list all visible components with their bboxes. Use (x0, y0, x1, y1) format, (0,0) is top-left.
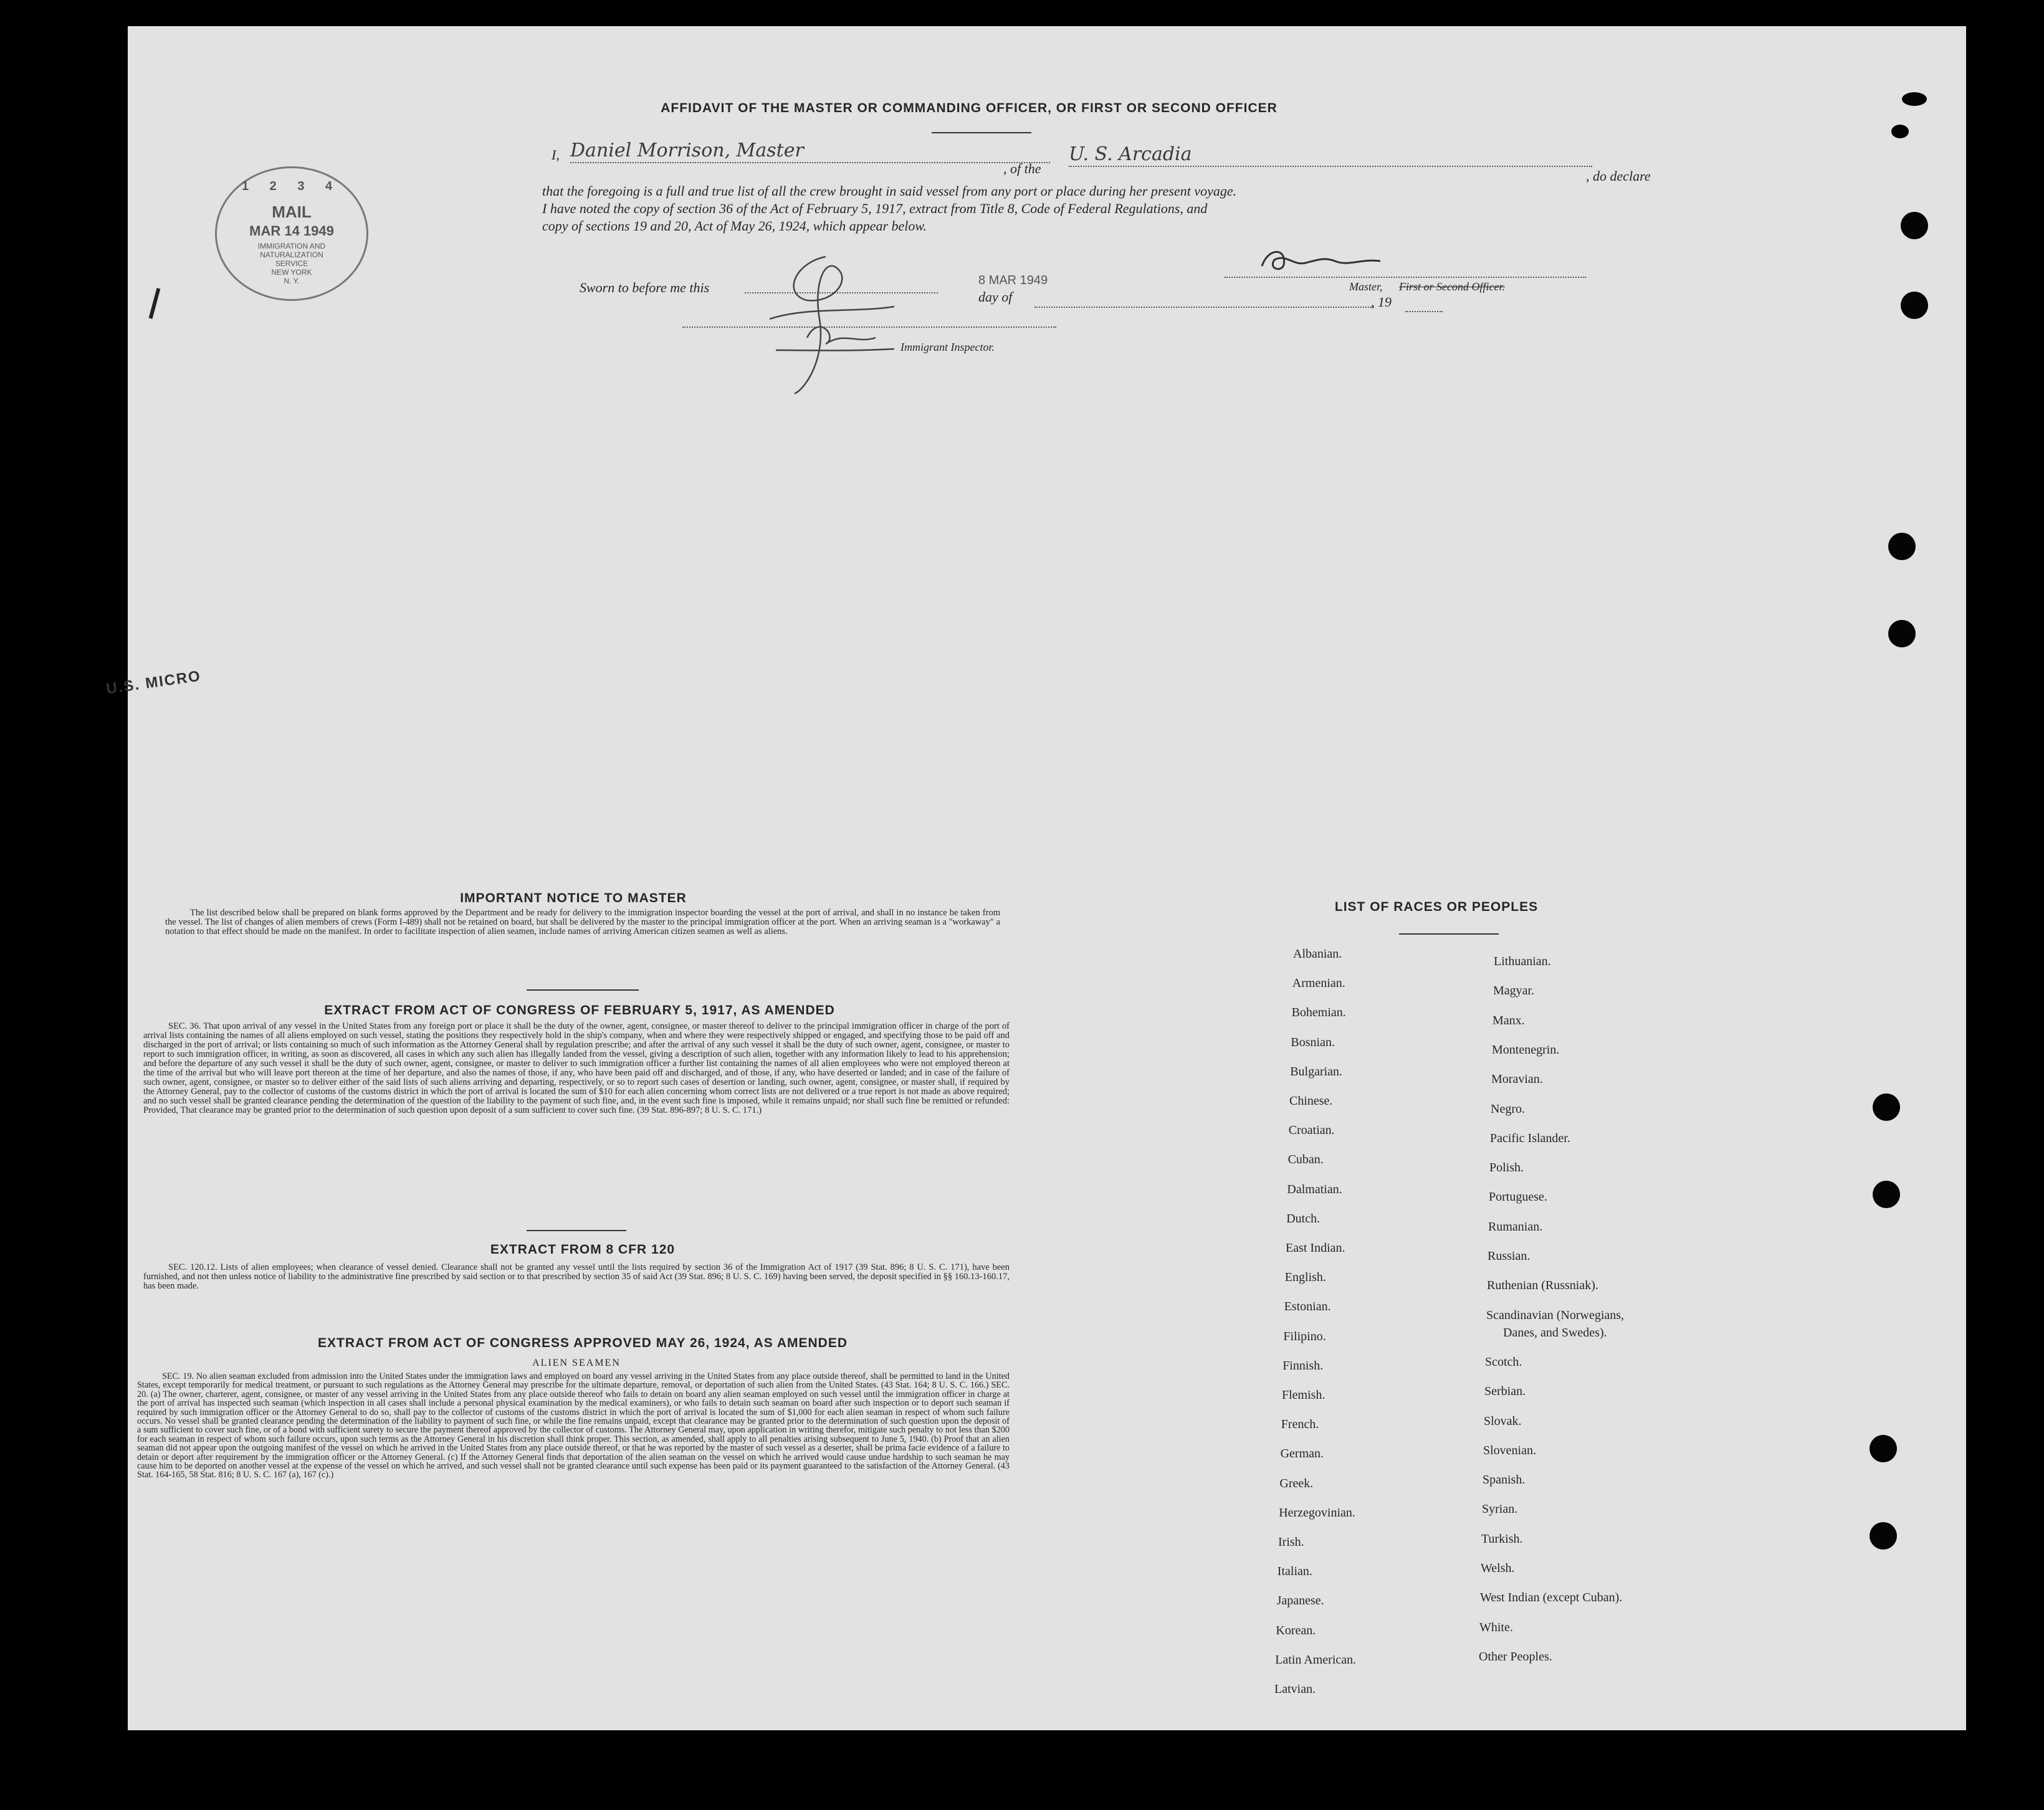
race-item: Russian. (1488, 1249, 1531, 1263)
race-item: Greek. (1279, 1476, 1314, 1490)
race-item: Latin American. (1275, 1652, 1357, 1667)
cfr-title: EXTRACT FROM 8 CFR 120 (490, 1242, 676, 1257)
race-item: Lithuanian. (1494, 955, 1551, 968)
first-second-officer-struck: First or Second Officer. (1399, 280, 1505, 293)
vessel-name-handwritten: U. S. Arcadia (1069, 143, 1592, 167)
do-declare-label: , do declare (1586, 168, 1651, 184)
extract-1917-text: SEC. 36. That upon arrival of any vessel in the United States from any foreign port or place it shall be the duty of the owner, agent, consignee, or master thereof to deliver to the principal immigration officer in charge of the port of arrival lists containing the names of all aliens employed on such vessel, stating the positions they respectively hold in the ship's company, when and where they were respectively shipped or engaged, and specifying those to be paid off and discharged in the port of arrival; or lists containing so much of such information as the Attorney General shall by regulation prescribe; and after the arrival of any such vessel it shall be the duty of such owner, agent, consignee, or master to report to such immigration officer, in writing, as soon as discovered, all cases in which any such alien has illegally landed from the vessel, giving a description of such alien, together with any information likely to lead to his apprehension; and before the departure of any such vessel it shall be the duty of such owner, agent, consignee, or master to deliver to such immigration officer a further list containing the names of all alien employees who were not employed thereon at the time of the arrival but who will leave port thereon at the time of her departure, and also the names of those, if any, who have been paid off and discharged, and of those, if any, who have deserted or landed; and in case of the failure of such owner, agent, consignee, or master so to deliver either of the said lists of such aliens arriving and departing, respectively, or so to report such cases of desertion or landing, such owner, agent, consignee, or master shall, if required by the Attorney General, pay to the collector of customs of the customs district in which the port of arrival is located the sum of $10 for each alien concerning whom correct lists are not delivered or a true report is not made as above required; and no such vessel shall be granted clearance pending the determination of the question of the liability to the payment of such fine, and, in the event such fine is imposed, while it remains unpaid; nor shall such fine be remitted or refunded: Provided, That clearance may be granted prior to the determination of such question upon deposit of a sum sufficient to cover such fine. (39 Stat. 896-897; 8 U. S. C. 171.) (143, 1021, 1010, 1115)
day-of-blank (1034, 305, 1374, 308)
race-item: Scandinavian (Norwegians, (1486, 1308, 1625, 1322)
race-item: Italian. (1277, 1565, 1312, 1579)
punch-hole (1870, 1522, 1897, 1550)
race-item: Serbian. (1484, 1384, 1526, 1399)
race-item: Flemish. (1282, 1388, 1325, 1402)
race-item: Chinese. (1289, 1094, 1333, 1108)
master-signature (1256, 241, 1393, 279)
notice-text: The list described below shall be prepared on blank forms approved by the Department and be ready for delivery to the immigration inspector boarding the vessel at the port of arrival, and shall in no instance be taken from the vessel. The list of changes of alien members of crews (Form I-489) shall not be retained on board, but shall be delivered by the master to the principal immigration officer at the port. When an arriving seaman is a "workaway" a notation to that effect should be made on the manifest. In order to facilitate inspection of alien seamen, include names of arriving American citizen seamen as well as aliens. (165, 908, 1000, 936)
race-item: Syrian. (1482, 1502, 1518, 1517)
punch-hole (1873, 1181, 1900, 1208)
punch-hole (1901, 212, 1928, 239)
race-item: Negro. (1491, 1102, 1525, 1116)
race-item: Armenian. (1292, 976, 1345, 991)
race-item: Slovak. (1484, 1414, 1522, 1428)
race-item: English. (1284, 1270, 1326, 1285)
race-item: Irish. (1278, 1535, 1304, 1549)
race-item: Moravian. (1491, 1072, 1543, 1087)
stamp-line-3: NATURALIZATION (260, 250, 323, 259)
stamp-numbers: 1 2 3 4 (242, 179, 341, 193)
punch-hole (1888, 533, 1916, 560)
races-title: LIST OF RACES OR PEOPLES (1334, 900, 1539, 914)
race-item: German. (1280, 1447, 1324, 1461)
race-item: Estonian. (1284, 1300, 1331, 1314)
races-divider (1399, 933, 1499, 935)
notice-title: IMPORTANT NOTICE TO MASTER (460, 891, 687, 905)
race-item: Dalmatian. (1287, 1182, 1342, 1196)
cfr-text: SEC. 120.12. Lists of alien employees; when clearance of vessel denied. Clearance shall not be granted any vessel until the lists required by section 36 of the Immigration Act of 1917 (39 Stat. 896; 8 U. S. C. 171), have been furnished, and not then unless notice of liability to the administrative fine prescribed by said section or to that prescribed by section 35 of said Act (39 Stat. 896; 8 U. S. C. 169) having been served, the deposit specified in §§ 160.13-160.17, has been made. (143, 1262, 1010, 1291)
received-stamp (215, 166, 368, 301)
race-item: Croatian. (1288, 1123, 1335, 1138)
race-item: Ruthenian (Russniak). (1487, 1279, 1598, 1293)
race-item: Rumanian. (1488, 1219, 1543, 1234)
race-item: Turkish. (1481, 1531, 1523, 1546)
stamp-line-4: SERVICE (275, 259, 308, 268)
affidavit-line-4: copy of sections 19 and 20, Act of May 26, 1924, which appear below. (542, 218, 927, 234)
race-item: Bulgarian. (1290, 1064, 1343, 1079)
stamp-line-6: N. Y. (284, 277, 300, 285)
affidavit-line-3: I have noted the copy of section 36 of the Act of February 5, 1917, extract from Title 8, Code of Federal Regulations, and (542, 201, 1208, 216)
race-item: Korean. (1276, 1623, 1316, 1637)
race-item: Japanese. (1276, 1594, 1324, 1608)
race-item: East Indian. (1286, 1241, 1345, 1255)
year-blank (1405, 310, 1443, 312)
day-of-label: day of (978, 289, 1013, 305)
race-item: Other Peoples. (1479, 1649, 1552, 1664)
punch-hole (1888, 620, 1916, 647)
race-item: Filipino. (1283, 1329, 1326, 1343)
inspector-label: Immigrant Inspector. (900, 341, 995, 353)
race-item: Pacific Islander. (1490, 1131, 1570, 1145)
document-page (105, 26, 1966, 1730)
race-item: Montenegrin. (1492, 1042, 1560, 1057)
margin-mark: U.S. MICRO (105, 667, 203, 698)
sworn-date-stamp: 8 MAR 1949 (978, 274, 1048, 287)
of-the-label: , of the (1003, 161, 1041, 176)
race-item: French. (1281, 1417, 1319, 1432)
extract-1917-divider (527, 1230, 626, 1231)
stamp-line-0: MAIL (272, 202, 312, 221)
margin-scratch (149, 288, 161, 319)
alien-seamen-subtitle: ALIEN SEAMEN (532, 1358, 621, 1368)
stamp-line-2: IMMIGRATION AND (257, 242, 326, 250)
race-item: Spanish. (1483, 1473, 1526, 1487)
race-item: Manx. (1492, 1013, 1525, 1027)
punch-hole (1870, 1435, 1897, 1462)
race-item: Scotch. (1485, 1355, 1522, 1369)
affidavit-title: AFFIDAVIT OF THE MASTER OR COMMANDING OFFICER, OR FIRST OR SECOND OFFICER (661, 101, 1278, 115)
punch-hole (1891, 125, 1909, 138)
extract-1924-text: SEC. 19. No alien seaman excluded from admission into the United States under the immigration laws and employed on board any vessel arriving in the United States from any place outside thereof, shall be permitted to land in the United States, except temporarily for medical treatment, or pursuant to such regulations as the Attorney General may prescribe for the ultimate departure, removal, or deportation of such alien from the United States. (43 Stat. 164; 8 U. S. C. 166.) SEC. 20. (a) The owner, charterer, agent, consignee, or master of any vessel arriving in the United States from any place outside thereof who fails to detain on board any alien seaman employed on such vessel until the immigration officer in charge at the port of arrival has inspected such seaman (which inspection in all cases shall include a personal physical examination by the medical examiners), or who fails to detain such seaman on board after such inspection or to deport such seaman if required by such immigration officer or the Attorney General to do so, shall pay to the collector of customs of the customs district in which the port of arrival is located the sum of $1,000 for each alien seaman in respect of whom such failure occurs. No vessel shall be granted clearance pending the determination of the liability to payment of such fine, or while the fine remains unpaid, except that clearance may be granted prior to the determination of such question upon the deposit of a sum sufficient to cover such fine, or of a bond with sufficient surety to secure the payment thereof approved by the collector of customs. The Attorney General may, upon application in writing therefor, mitigate such penalty to not less than $200 for each seaman in respect of whom such failure occurs, upon such terms as the Attorney General in his discretion shall think proper. This section, as amended, shall apply to all penalties arising subsequent to June 5, 1940. (b) Proof that an alien seaman did not appear upon the outgoing manifest of the vessel on which he arrived in the United States from any place outside thereof, or that he was reported by the master of such vessel as a deserter, shall be prima facie evidence of a failure to detain or deport after requirement by the immigration officer or the Attorney General. (c) If the Attorney General finds that deportation of the alien seaman on the vessel on which he arrived would cause undue hardship to such seaman he may cause him to be deported on another vessel at the expense of the vessel on which he arrived, and such vessel shall not be granted clearance until such expense has been paid or its payment guaranteed to the satisfaction of the Attorney General. (43 Stat. 164-165, 58 Stat. 816; 8 U. S. C. 167 (a), 167 (c).) (137, 1371, 1010, 1480)
race-item: Polish. (1489, 1161, 1524, 1175)
affidavit-line-2: that the foregoing is a full and true list of all the crew brought in said vessel from any port or place during her present voyage. (542, 183, 1237, 199)
notice-divider (527, 989, 639, 991)
sworn-label: Sworn to before me this (580, 280, 710, 295)
punch-hole (1901, 292, 1928, 319)
race-item: Bosnian. (1291, 1035, 1335, 1049)
stamp-date: MAR 14 1949 (249, 223, 334, 239)
race-item: Danes, and Swedes). (1503, 1325, 1607, 1340)
race-item: Latvian. (1274, 1682, 1316, 1696)
extract-1917-title: EXTRACT FROM ACT OF CONGRESS OF FEBRUARY 5, 1917, AS AMENDED (324, 1003, 835, 1017)
race-item: Herzegovinian. (1279, 1505, 1355, 1520)
punch-hole (1873, 1093, 1900, 1121)
punch-hole (1902, 92, 1927, 106)
race-item: Welsh. (1481, 1561, 1515, 1575)
race-item: Finnish. (1282, 1358, 1324, 1373)
race-item: Slovenian. (1483, 1443, 1536, 1457)
race-item: Dutch. (1286, 1211, 1320, 1226)
race-item: Albanian. (1293, 947, 1342, 961)
race-item: Cuban. (1287, 1153, 1324, 1167)
title-divider (932, 132, 1031, 133)
master-name-handwritten: Daniel Morrison, Master (570, 140, 1050, 163)
race-item: Portuguese. (1489, 1190, 1547, 1204)
i-label: I, (552, 147, 560, 163)
year-label: , 19 (1371, 294, 1392, 310)
stamp-line-5: NEW YORK (271, 268, 312, 277)
master-label: Master, (1349, 280, 1383, 293)
extract-1924-title: EXTRACT FROM ACT OF CONGRESS APPROVED MAY 26, 1924, AS AMENDED (317, 1336, 848, 1350)
race-item: Magyar. (1493, 984, 1535, 998)
race-item: West Indian (except Cuban). (1480, 1591, 1623, 1605)
inspector-signature-line (682, 325, 1056, 328)
race-item: Bohemian. (1291, 1006, 1346, 1020)
race-item: White. (1479, 1620, 1513, 1634)
